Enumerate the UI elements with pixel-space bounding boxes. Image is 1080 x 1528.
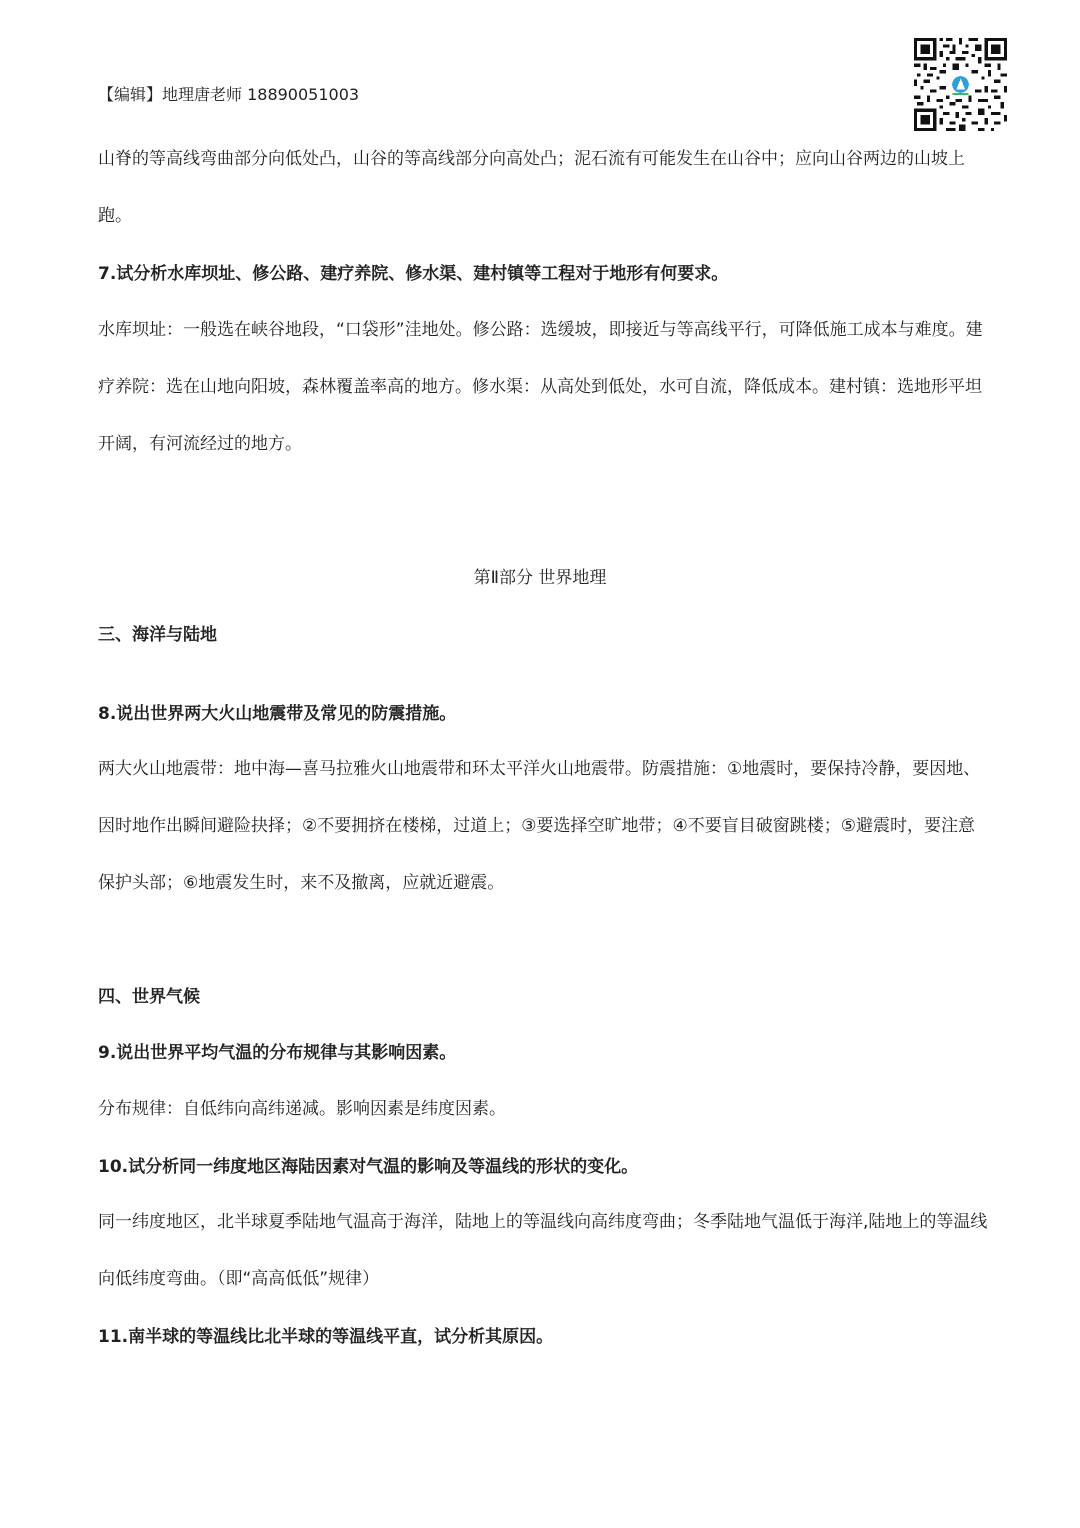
- section-4-heading: 四、世界气候: [98, 987, 200, 1007]
- answer-8-text: 两大火山地震带：地中海—喜马拉雅火山地震带和环太平洋火山地震带。防震措施：①地震时，要保持冷静，要因地、因时地作出瞬间避险抉择；②不要拥挤在楼梯，过道上；③要选择空旷地带；④不要盲目破窗跳楼；⑤避震时，要注意保护头部；⑥地震发生时，来不及撤离，应就近避震。: [98, 759, 981, 893]
- answer-10-text: 同一纬度地区，北半球夏季陆地气温高于海洋，陆地上的等温线向高纬度弯曲；冬季陆地气温低于海洋,陆地上的等温线向低纬度弯曲。（即“高高低低”规律）: [98, 1212, 988, 1289]
- qr-code-icon: [914, 38, 1007, 131]
- answer-9-text: 分布规律：自低纬向高纬递减。影响因素是纬度因素。: [98, 1099, 506, 1119]
- answer-7-text: 水库坝址：一般选在峡谷地段，“口袋形”洼地处。修公路：选缓坡，即接近与等高线平行，可降低施工成本与难度。建疗养院：选在山地向阳坡，森林覆盖率高的地方。修水渠：从高处到低处，水可自流，降低成本。建村镇：选地形平坦开阔，有河流经过的地方。: [98, 320, 983, 454]
- question-11: 11.南半球的等温线比北半球的等温线平直，试分析其原因。: [98, 1327, 554, 1347]
- part-2-title: 第Ⅱ部分 世界地理: [473, 568, 607, 588]
- section-3-heading: 三、海洋与陆地: [98, 625, 217, 645]
- editor-credit: 【编辑】地理唐老师 18890051003: [98, 85, 360, 104]
- question-9: 9.说出世界平均气温的分布规律与其影响因素。: [98, 1043, 457, 1063]
- question-8: 8.说出世界两大火山地震带及常见的防震措施。: [98, 704, 457, 724]
- answer-6-text: 山脊的等高线弯曲部分向低处凸，山谷的等高线部分向高处凸；泥石流有可能发生在山谷中；应向山谷两边的山坡上跑。: [98, 149, 965, 226]
- question-7: 7.试分析水库坝址、修公路、建疗养院、修水渠、建村镇等工程对于地形有何要求。: [98, 264, 729, 284]
- question-10: 10.试分析同一纬度地区海陆因素对气温的影响及等温线的形状的变化。: [98, 1157, 639, 1177]
